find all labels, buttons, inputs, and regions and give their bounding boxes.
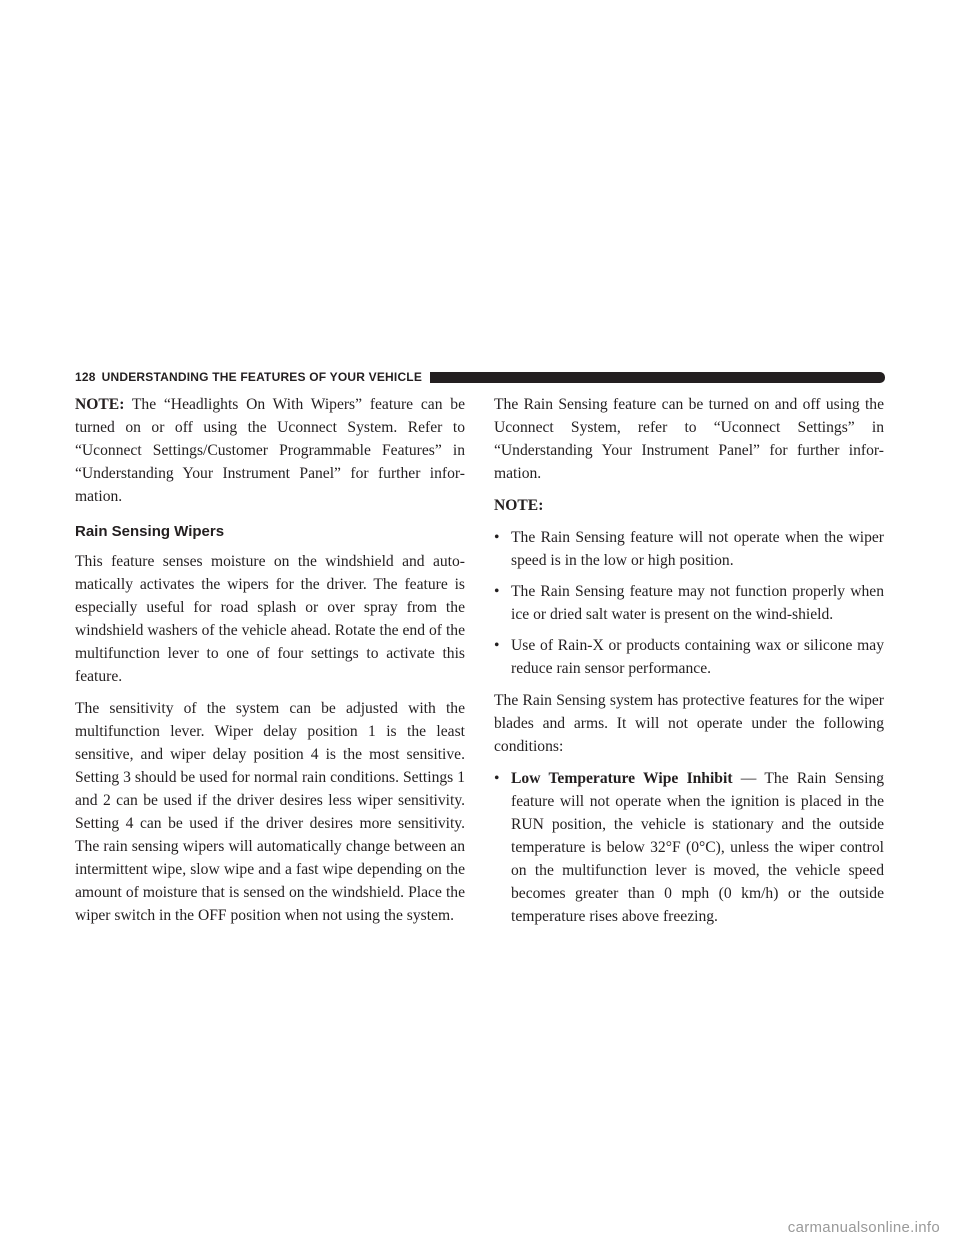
list-item bbox=[494, 767, 884, 928]
bullet: • bbox=[494, 529, 500, 546]
header-rule bbox=[430, 372, 885, 383]
bullet: • bbox=[494, 583, 500, 600]
list-item bbox=[494, 634, 884, 680]
section-heading: Rain Sensing Wipers bbox=[75, 523, 225, 540]
note-heading bbox=[494, 494, 884, 517]
page-header bbox=[75, 369, 885, 385]
left-column bbox=[75, 393, 465, 936]
headlights-note bbox=[75, 393, 465, 508]
note-label: NOTE: bbox=[75, 396, 125, 413]
list-item-text: The Rain Sensing feature will not operate when the wiper speed is in the low or high position. bbox=[511, 529, 884, 569]
condition-text: — The Rain Sensing feature will not operate when the ignition is placed in the RUN position, the vehicle is stationary and the outside temperature is below 32°F (0°C), unless the wiper control on the multifunction lever is moved, the vehicle speed becomes greater than 0 mph (0 km/h) or the outside temperature rises above freezing. bbox=[511, 770, 884, 925]
condition-term: Low Temperature Wipe Inhibit bbox=[511, 770, 733, 787]
page-number: 128 bbox=[75, 370, 96, 384]
list-item bbox=[494, 526, 884, 572]
condition-list bbox=[494, 767, 884, 928]
paragraph: This feature senses moisture on the windshield and auto-matically activates the wipers for the driver. The feature is especially useful for road splash or over spray from the windshield washers of the vehicle ahead. Rotate the end of the multifunction lever to one of four settings to activate this feature. bbox=[75, 553, 465, 685]
paragraph: The Rain Sensing feature can be turned on and off using the Uconnect System, refer to “Uconnect Settings” in “Understanding Your Instrument Panel” for further infor-mation. bbox=[494, 396, 884, 482]
list-item-text: Use of Rain-X or products containing wax or silicone may reduce rain sensor performance. bbox=[511, 637, 884, 677]
note-text: The “Headlights On With Wipers” feature can be turned on or off using the Uconnect System. Refer to “Uconnect Settings/Customer Programmable Features” in “Understanding Your Instrument Panel” for further infor-mation. bbox=[75, 396, 465, 505]
bullet: • bbox=[494, 770, 500, 787]
right-column bbox=[494, 393, 884, 937]
watermark: carmanualsonline.info bbox=[787, 1219, 940, 1236]
bullet: • bbox=[494, 637, 500, 654]
list-item bbox=[494, 580, 884, 626]
list-item-text: The Rain Sensing feature may not function properly when ice or dried salt water is present on the wind-shield. bbox=[511, 583, 884, 623]
paragraph: The Rain Sensing system has protective features for the wiper blades and arms. It will not operate under the following conditions: bbox=[494, 692, 884, 755]
note-label: NOTE: bbox=[494, 497, 544, 514]
section-title: UNDERSTANDING THE FEATURES OF YOUR VEHICLE bbox=[101, 370, 423, 384]
note-list bbox=[494, 526, 884, 680]
paragraph: The sensitivity of the system can be adjusted with the multifunction lever. Wiper delay position 1 is the least sensitive, and wiper delay position 4 is the most sensitive. Setting 3 should be used for normal rain conditions. Settings 1 and 2 can be used if the driver desires less wiper sensitivity. Setting 4 can be used if the driver desires more sensitivity. The rain sensing wipers will automatically change between an intermittent wipe, slow wipe and a fast wipe depending on the amount of moisture that is sensed on the windshield. Place the wiper switch in the OFF position when not using the system. bbox=[75, 700, 465, 924]
